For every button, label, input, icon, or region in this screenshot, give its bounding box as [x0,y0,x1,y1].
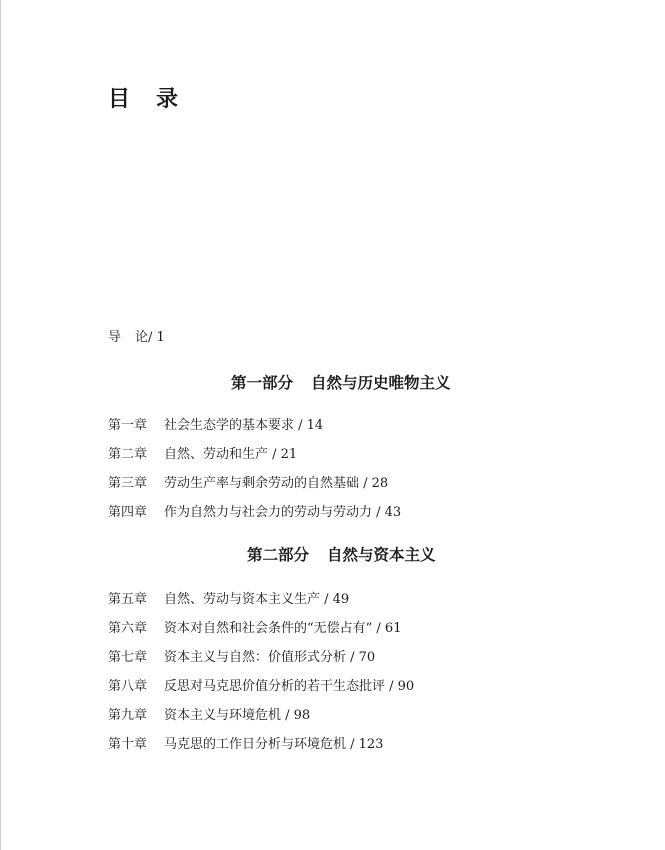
chapter-title: 资本主义与环境危机 / 98 [164,708,311,723]
toc-entry-chapter[interactable] [108,709,310,722]
part-label: 第一部分 [231,373,294,392]
chapter-number: 第六章 [108,621,148,636]
chapter-title: 自然、劳动和生产 / 21 [164,447,298,462]
chapter-number: 第二章 [108,447,148,462]
page-title [108,88,178,110]
chapter-title: 反思对马克思价值分析的若干生态批评 / 90 [164,679,415,694]
part-heading [247,547,436,563]
toc-entry-chapter[interactable] [108,622,401,635]
toc-entry-introduction[interactable] [108,331,165,344]
chapter-title: 作为自然力与社会力的劳动与劳动力 / 43 [164,505,402,520]
chapter-title: 自然、劳动与资本主义生产 / 49 [164,592,350,607]
chapter-title: 社会生态学的基本要求 / 14 [164,418,324,433]
toc-entry-chapter[interactable] [108,651,375,664]
chapter-number: 第五章 [108,592,148,607]
chapter-number: 第三章 [108,476,148,491]
intro-page-ref: / 1 [148,330,165,345]
chapter-title: 资本主义与自然：价值形式分析 / 70 [164,650,376,665]
toc-entry-chapter[interactable] [108,506,401,519]
page-edge [0,0,1,850]
part-title: 自然与资本主义 [327,545,436,564]
toc-entry-chapter[interactable] [108,738,383,751]
chapter-number: 第四章 [108,505,148,520]
title-char: 录 [156,86,179,112]
chapter-number: 第十章 [108,737,148,752]
toc-entry-chapter[interactable] [108,680,414,693]
toc-entry-chapter[interactable] [108,448,297,461]
chapter-number: 第七章 [108,650,148,665]
part-label: 第二部分 [247,545,310,564]
chapter-number: 第八章 [108,679,148,694]
part-heading [231,375,451,391]
chapter-title: 劳动生产率与剩余劳动的自然基础 / 28 [164,476,389,491]
toc-entry-chapter[interactable] [108,419,323,432]
toc-entry-chapter[interactable] [108,593,349,606]
chapter-number: 第一章 [108,418,148,433]
chapter-number: 第九章 [108,708,148,723]
intro-char: 导 [108,330,122,345]
intro-char: 论 [135,330,149,345]
chapter-title: 资本对自然和社会条件的“无偿占有” / 61 [164,621,402,636]
part-title: 自然与历史唯物主义 [311,373,451,392]
title-char: 目 [108,86,131,112]
toc-entry-chapter[interactable] [108,477,388,490]
chapter-title: 马克思的工作日分析与环境危机 / 123 [164,737,384,752]
